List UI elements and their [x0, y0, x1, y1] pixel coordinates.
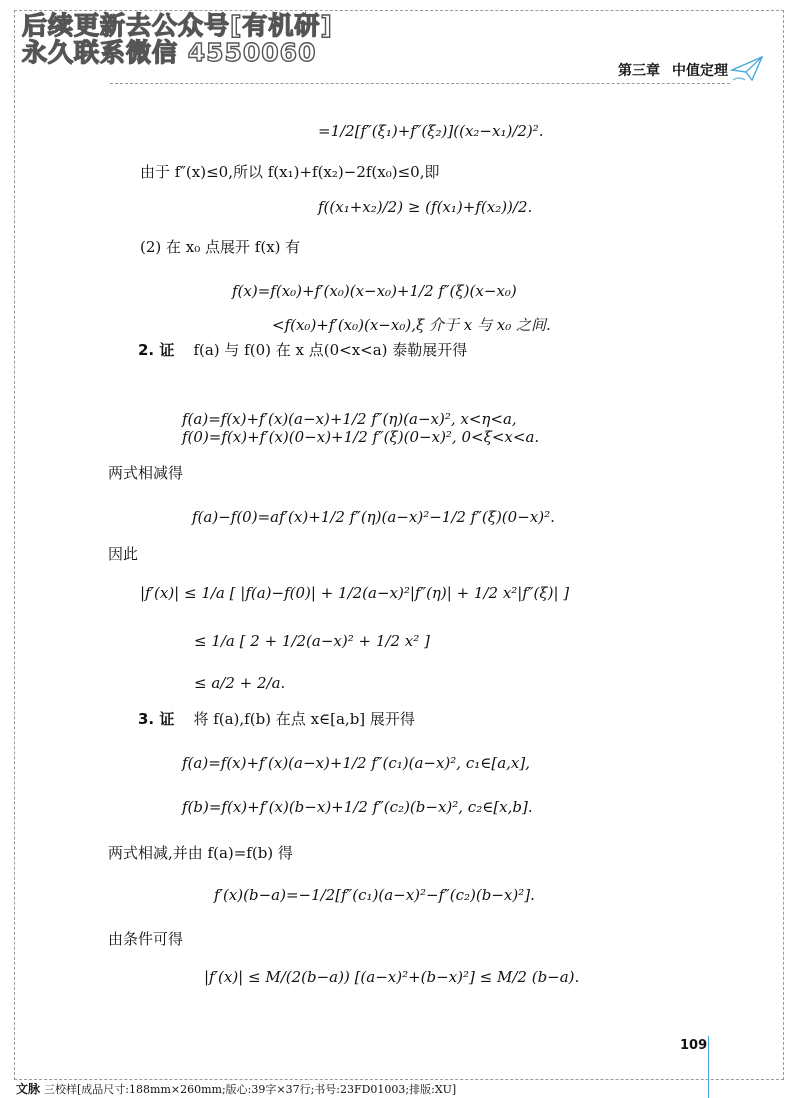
- proof-2-text: f(a) 与 f(0) 在 x 点(0<x<a) 泰勒展开得: [193, 341, 468, 359]
- paper-plane-icon: [730, 54, 764, 84]
- proof-3-text: 将 f(a),f(b) 在点 x∈[a,b] 展开得: [193, 710, 415, 728]
- equation-3: f(x)=f(x₀)+f′(x₀)(x−x₀)+1/2 f″(ξ)(x−x₀): [232, 282, 517, 300]
- equation-12: f(b)=f(x)+f′(x)(b−x)+1/2 f″(c₂)(b−x)², c₂∈[x,b].: [182, 798, 533, 816]
- equation-10: ≤ a/2 + 2/a.: [194, 674, 286, 692]
- equation-9: ≤ 1/a [ 2 + 1/2(a−x)² + 1/2 x² ]: [194, 632, 430, 650]
- watermark-line-2: 永久联系微信 4550060: [22, 38, 317, 67]
- proof-3-number: 3. 证: [138, 710, 175, 728]
- proof-2-line: [138, 343, 467, 358]
- part-2-heading: (2) 在 x₀ 点展开 f(x) 有: [140, 238, 301, 256]
- text-subtract: 两式相减得: [108, 464, 184, 482]
- text-condition: 由条件可得: [108, 930, 184, 948]
- footer-info: 三校样[成品尺寸:188mm×260mm;版心:39字×37行;书号:23FD01003;排版:XU]: [44, 1083, 457, 1096]
- equation-7: f(a)−f(0)=af′(x)+1/2 f″(η)(a−x)²−1/2 f″(ξ)(0−x)².: [192, 508, 555, 526]
- header-rule: [110, 83, 730, 84]
- text-since: 由于 f″(x)≤0,所以 f(x₁)+f(x₂)−2f(x₀)≤0,即: [140, 163, 440, 181]
- equation-6: f(0)=f(x)+f′(x)(0−x)+1/2 f″(ξ)(0−x)², 0<ξ<x<a.: [182, 428, 540, 446]
- chapter-label: 第三章: [618, 63, 660, 79]
- page-number-rule: [708, 1036, 709, 1098]
- equation-1: =1/2[f″(ξ₁)+f″(ξ₂)]((x₂−x₁)/2)².: [318, 122, 544, 140]
- watermark-line-1: 后续更新去公众号[有机研]: [22, 11, 333, 40]
- proof-3-line: [138, 712, 415, 727]
- equation-5: f(a)=f(x)+f′(x)(a−x)+1/2 f″(η)(a−x)², x<η<a,: [182, 410, 517, 428]
- equation-8: |f′(x)| ≤ 1/a [ |f(a)−f(0)| + 1/2(a−x)²|f″(η)| + 1/2 x²|f″(ξ)| ]: [140, 584, 570, 602]
- text-hence: 因此: [108, 545, 139, 563]
- equation-14: |f′(x)| ≤ M/(2(b−a)) [(a−x)²+(b−x)²] ≤ M/2 (b−a).: [204, 968, 580, 986]
- section-label: 中值定理: [672, 63, 728, 79]
- footer-brand: 文脉: [16, 1082, 41, 1096]
- page-number: 109: [680, 1038, 708, 1053]
- equation-13: f′(x)(b−a)=−1/2[f″(c₁)(a−x)²−f″(c₂)(b−x)²].: [214, 886, 535, 904]
- proof-2-number: 2. 证: [138, 341, 175, 359]
- equation-2: f((x₁+x₂)/2) ≥ (f(x₁)+f(x₂))/2.: [318, 198, 533, 216]
- running-header: [606, 60, 728, 80]
- equation-11: f(a)=f(x)+f′(x)(a−x)+1/2 f″(c₁)(a−x)², c₁∈[a,x],: [182, 754, 530, 772]
- text-subtract-2: 两式相减,并由 f(a)=f(b) 得: [108, 844, 293, 862]
- equation-4: <f(x₀)+f′(x₀)(x−x₀),ξ 介于 x 与 x₀ 之间.: [272, 316, 551, 334]
- footer: [16, 1080, 456, 1097]
